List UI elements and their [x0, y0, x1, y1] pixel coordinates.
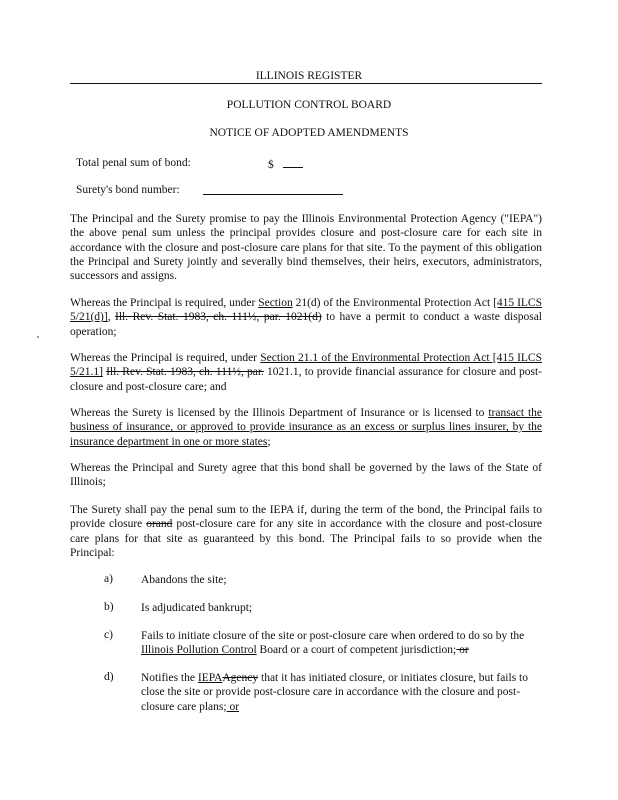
paragraph-surety-pay [70, 503, 542, 560]
paragraph-promise-text: The Principal and the Surety promise to pay the Illinois Environmental Protection Agency ("IEPA") the above penal sum unless the principal provides closure and post-closure care for each site in accordance with the closure and post-closure care plans for that site. To the payment of this obligation the Principal and Surety jointly and severally bind themselves, their heirs, executors, administrators, successors and assigns. [70, 213, 542, 283]
item-b-label: b) [104, 601, 114, 613]
item-b-text: Is adjudicated bankrupt; [141, 602, 253, 614]
paragraph-promise [70, 212, 542, 283]
penal-sum-label: Total penal sum of bond: [76, 157, 191, 169]
item-d-text: Notifies the IEPAAgency that it has initiated closure, or initiates closure, but fails to close the site or provide post-closure care in accordance with the closure and post-closure care plans; or [141, 672, 528, 713]
paragraph-permit-text: Whereas the Principal is required, under Section 21(d) of the Environmental Protection Act [415 ILCS 5/21(d)], Ill. Rev. Stat. 1983, ch. 111½, par. 1021(d) to have a permit to conduct a waste disposal operation; [70, 297, 542, 338]
item-c-text: Fails to initiate closure of the site or post-closure care when ordered to do so by the Illinois Pollution Control Board or a court of competent jurisdiction; or [141, 630, 525, 657]
paragraph-surety-license [70, 406, 542, 449]
paragraph-permit [70, 296, 542, 339]
item-a-label: a) [104, 573, 113, 585]
board-header: POLLUTION CONTROL BOARD [226, 99, 392, 111]
paragraph-financial-assurance-text: Whereas the Principal is required, under Section 21.1 of the Environmental Protection Act [415 ILCS 5/21.1] Ill. Rev. Stat. 1983, ch. 111½, par. 1021.1, to provide financial assurance for closure and post-closure and post-closure care; and [70, 352, 542, 393]
penal-sum-blank [283, 157, 303, 168]
item-a-text: Abandons the site; [141, 574, 227, 586]
register-header: ILLINOIS REGISTER [255, 70, 363, 82]
paragraph-financial-assurance [70, 351, 542, 394]
header-rule [70, 83, 542, 84]
bond-number-blank [203, 184, 343, 195]
notice-header: NOTICE OF ADOPTED AMENDMENTS [209, 127, 409, 139]
margin-mark [37, 336, 39, 338]
paragraph-governing-law-text: Whereas the Principal and Surety agree that this bond shall be governed by the laws of the State of Illinois; [70, 462, 542, 489]
penal-sum-field [268, 157, 303, 171]
bond-number-field [203, 184, 343, 198]
bond-number-label: Surety's bond number: [76, 184, 180, 196]
paragraph-surety-license-text: Whereas the Surety is licensed by the Illinois Department of Insurance or is licensed to transact the business of insurance, or approved to provide insurance as an excess or surplus lines insurer, by the insurance department in one or more states; [70, 407, 542, 448]
paragraph-surety-pay-text: The Surety shall pay the penal sum to the IEPA if, during the term of the bond, the Principal fails to provide closure orand post-closure care for any site in accordance with the closure and post-closure care plans for that site as guaranteed by this bond. The Principal fails to so provide when the Principal: [70, 504, 543, 559]
item-d-label: d) [104, 671, 114, 683]
penal-sum-currency: $ [268, 159, 274, 171]
item-c-label: c) [104, 629, 113, 641]
paragraph-governing-law [70, 461, 542, 490]
